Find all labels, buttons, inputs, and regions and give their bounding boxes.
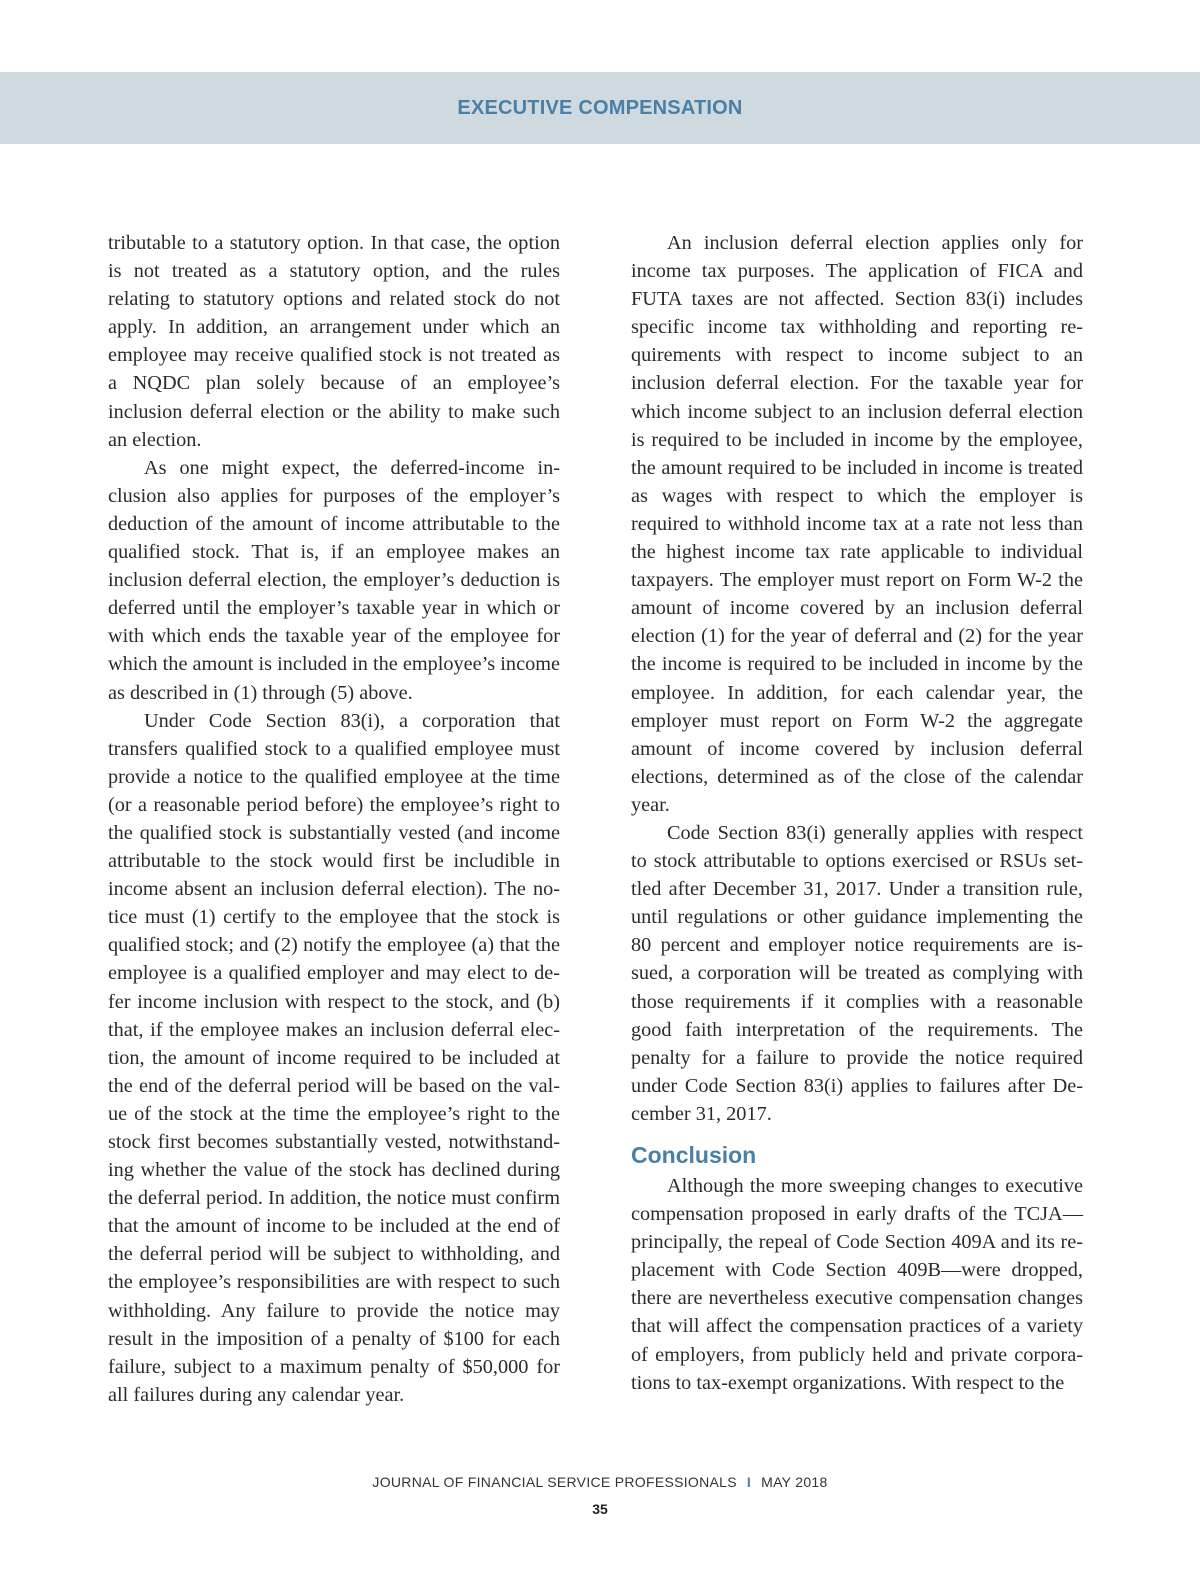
journal-name: JOURNAL OF FINANCIAL SERVICE PROFESSIONALS xyxy=(372,1474,737,1490)
paragraph: An inclusion deferral election applies only for income tax purposes. The application of FICA and FUTA taxes are not affected. Section 83(i) includes specific income tax withholding and reporting requirements with respect to income subject to an inclusion deferral election. For the taxable year for which income subject to an inclusion deferral election is required to be included in income by the employee, the amount required to be included in income is treated as wages with respect to which the employer is required to withhold income tax at a rate not less than the highest income tax rate applicable to individual taxpayers. The employer must report on Form W-2 the amount of income covered by an inclusion deferral election (1) for the year of deferral and (2) for the year the income is required to be included in income by the employee. In addition, for each calendar year, the employer must report on Form W-2 the aggregate amount of income covered by inclusion deferral elections, determined as of the close of the calendar year. xyxy=(631,232,1083,816)
page-footer xyxy=(0,1474,1200,1490)
footer-separator: I xyxy=(746,1474,752,1490)
paragraph: tributable to a statutory option. In that case, the option is not treated as a statutory option, and the rules relating to statutory options and related stock do not apply. In addition, an arrangement under which an employee may receive qualified stock is not treated as a NQDC plan solely because of an employee’s inclusion deferral election or the ability to make such an election. xyxy=(108,232,560,451)
issue-date: MAY 2018 xyxy=(761,1474,828,1490)
section-title: EXECUTIVE COMPENSATION xyxy=(457,96,743,119)
paragraph: As one might expect, the deferred-income inclusion also applies for purposes of the employer’s deduction of the amount of income attributable to the qualified stock. That is, if an employee makes an inclusion deferral election, the employer’s deduction is deferred until the employer’s taxable year in which or with which ends the taxable year of the employee for which the amount is included in the employee’s income as described in (1) through (5) above. xyxy=(108,456,560,704)
paragraph: Although the more sweeping changes to executive compensation proposed in early drafts of the TCJA—principally, the repeal of Code Section 409A and its replacement with Code Section 409B—were dropped, there are nevertheless executive compensation changes that will affect the compensation practices of a variety of employers, from publicly held and private corporations to tax-exempt organizations. With respect to the xyxy=(631,1175,1083,1394)
conclusion-heading: Conclusion xyxy=(631,1142,757,1168)
right-column xyxy=(631,229,1083,1397)
paragraph: Under Code Section 83(i), a corporation that transfers qualified stock to a qualified employee must provide a notice to the qualified employee at the time (or a reasonable period before) the employee’s right to the qualified stock is substantially vested (and income attributable to the stock would first be includible in income absent an inclusion deferral election). The notice must (1) certify to the employee that the stock is qualified stock; and (2) notify the employee (a) that the employee is a qualified employer and may elect to defer income inclusion with respect to the stock, and (b) that, if the employee makes an inclusion deferral election, the amount of income required to be included at the end of the deferral period will be based on the value of the stock at the time the employee’s right to the stock first becomes substantially vested, notwithstanding whether the value of the stock has declined during the deferral period. In addition, the notice must confirm that the amount of income to be included at the end of the deferral period will be subject to withholding, and the employee’s responsibilities are with respect to such withholding. Any failure to provide the notice may result in the imposition of a penalty of $100 for each failure, subject to a maximum penalty of $50,000 for all failures during any calendar year. xyxy=(108,709,560,1406)
section-header-band xyxy=(0,72,1200,144)
page-number: 35 xyxy=(592,1501,608,1517)
left-column xyxy=(108,229,560,1409)
paragraph: Code Section 83(i) generally applies with respect to stock attributable to options exercised or RSUs settled after December 31, 2017. Under a transition rule, until regulations or other guidance implementing the 80 percent and employer notice requirements are issued, a corporation will be treated as complying with those requirements if it complies with a reasonable good faith interpretation of the requirements. The penalty for a failure to provide the notice required under Code Section 83(i) applies to failures after December 31, 2017. xyxy=(631,821,1083,1125)
